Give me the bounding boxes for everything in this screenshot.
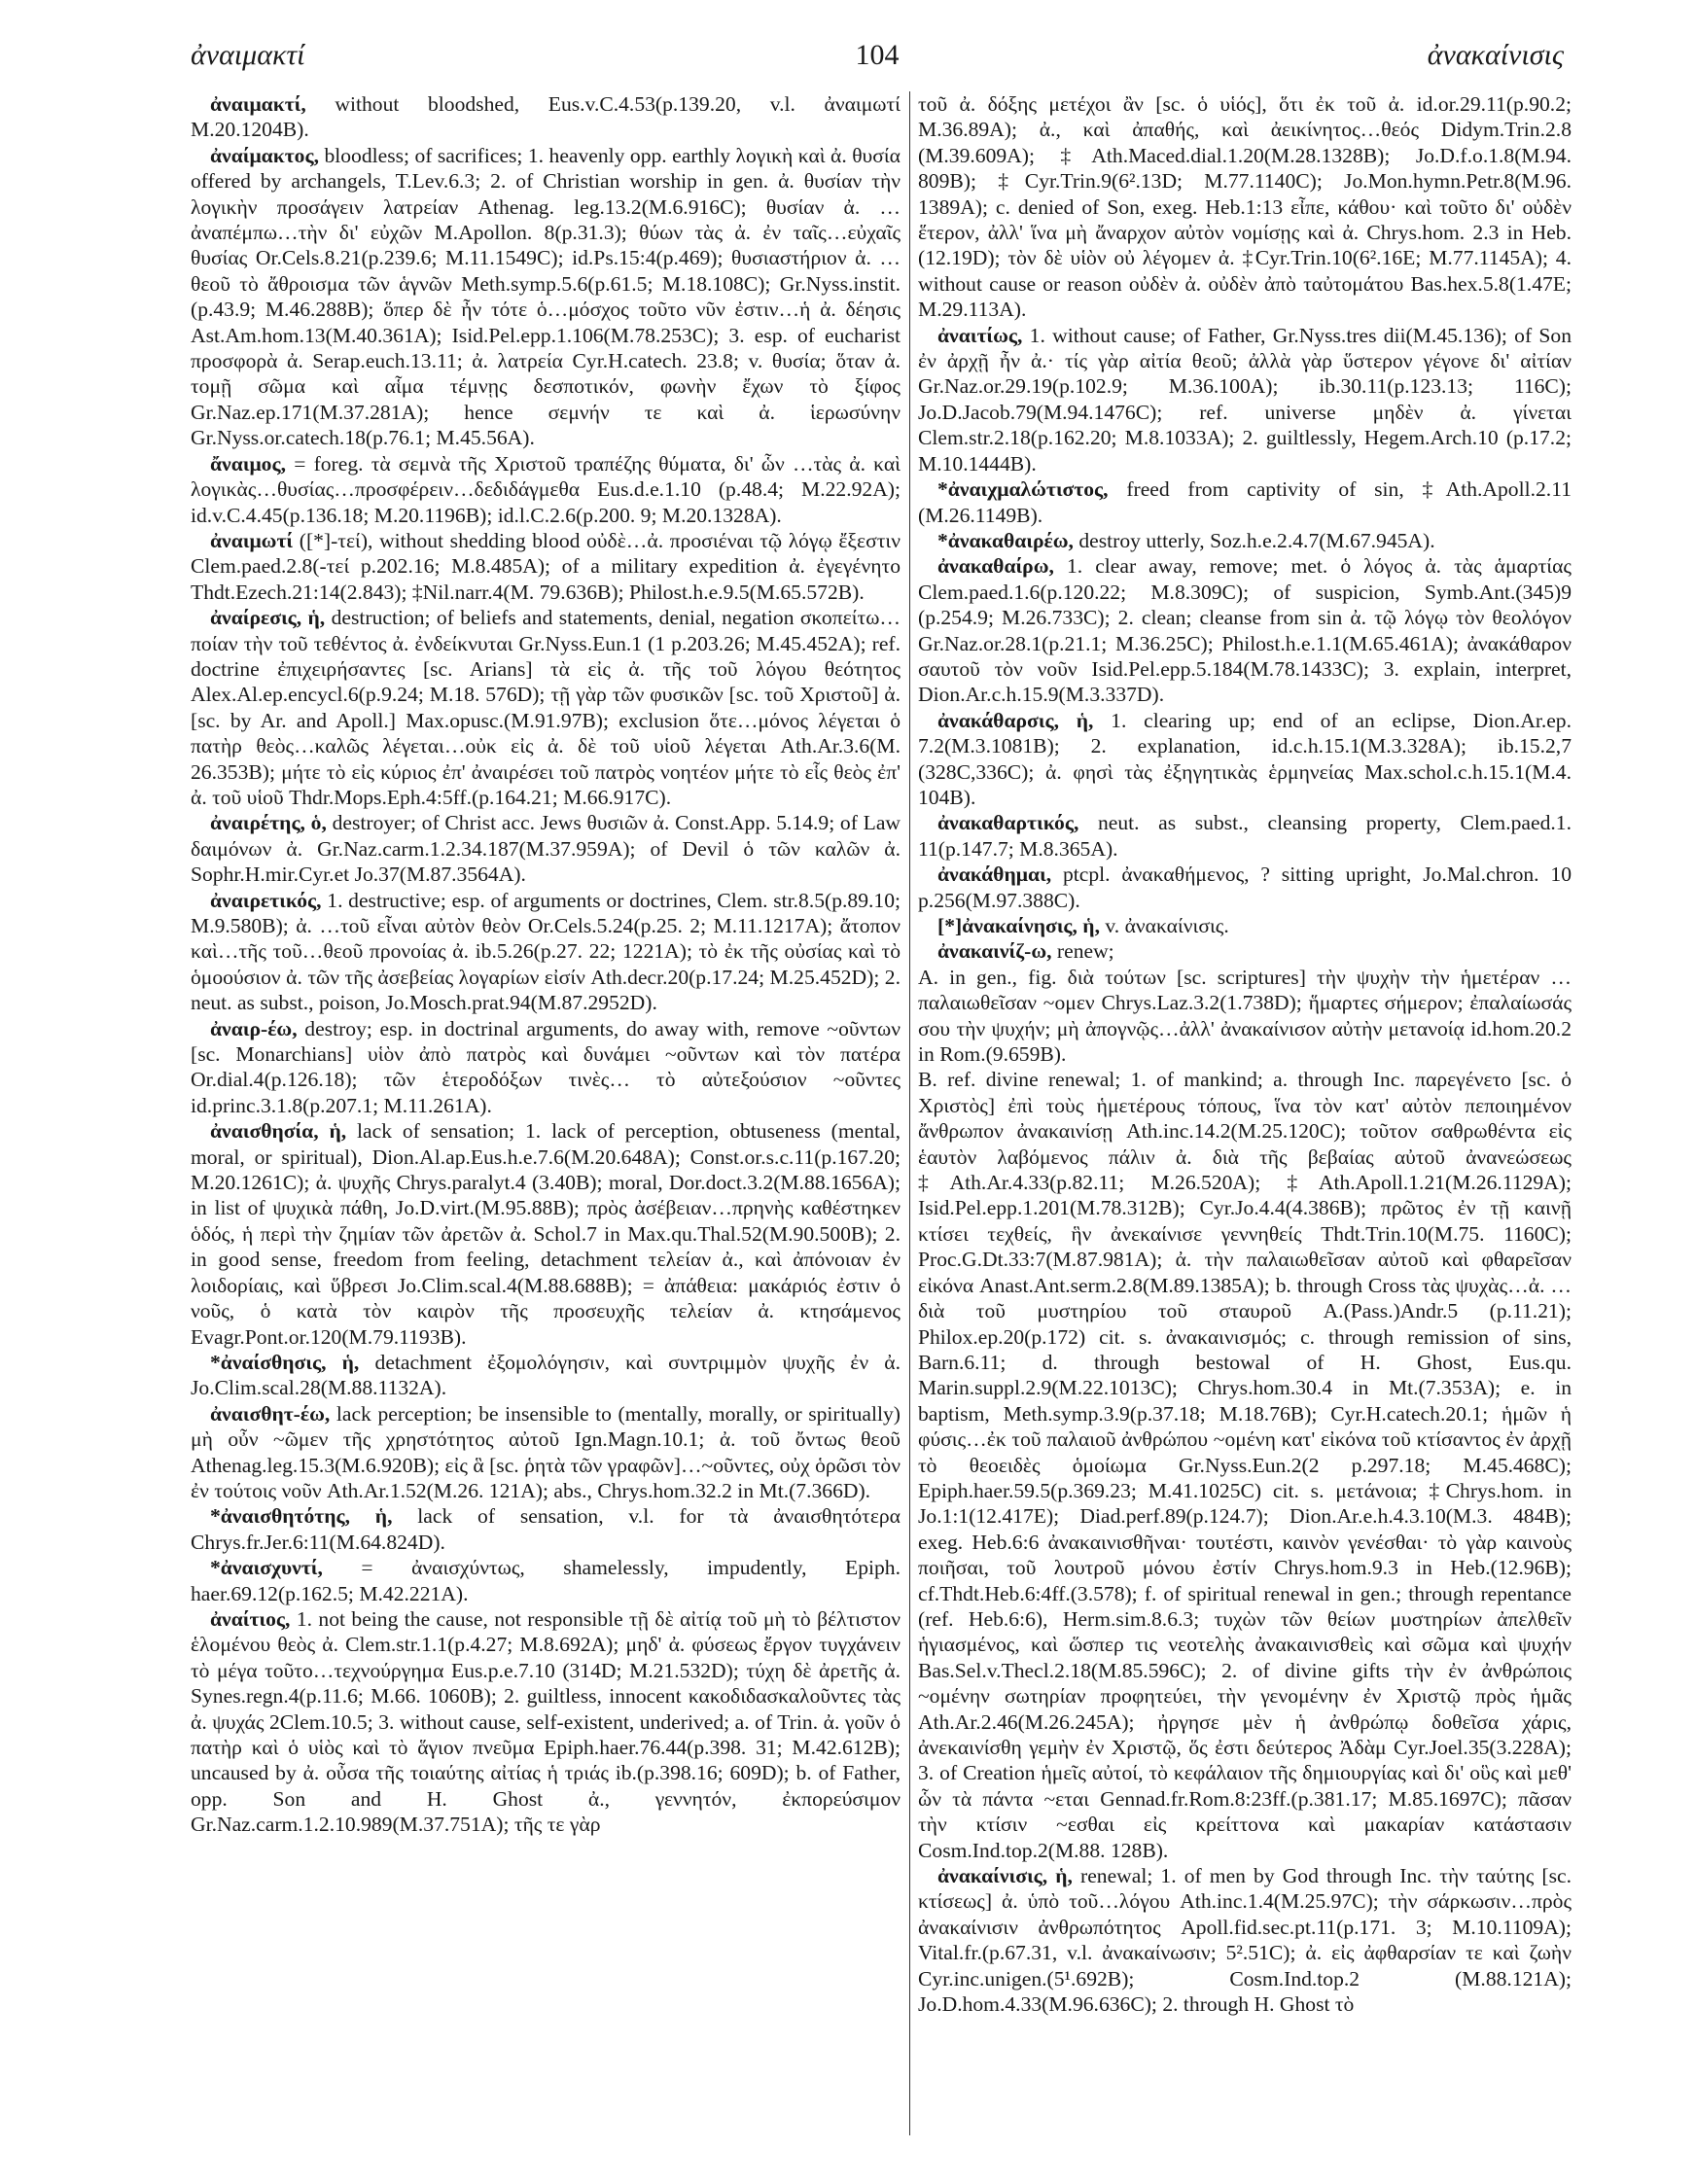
dictionary-entry — [918, 965, 1572, 1068]
entry-headword: *ἀναισθητότης, ἡ, — [210, 1504, 393, 1529]
entry-headword: ἀνακάθημαι, — [937, 863, 1052, 887]
entry-definition: ptcpl. ἀνακαθήμενος, ? sitting upright, Jo.Mal.chron. 10 p.256(M.97.388C). — [918, 863, 1572, 912]
page-number: 104 — [855, 39, 900, 71]
right-column — [918, 91, 1572, 2145]
dictionary-entry — [918, 708, 1572, 811]
dictionary-entry — [918, 913, 1572, 938]
entry-definition: v. ἀνακαίνισις. — [1105, 914, 1229, 937]
dictionary-entry — [191, 605, 901, 810]
entry-headword: ἀναισθητ-έω, — [210, 1401, 331, 1426]
entry-headword: ἀνακάθαρσις, ἡ, — [937, 708, 1094, 732]
entry-definition: 1. destructive; esp. of arguments or doctrines, Clem. str.8.5(p.89.10; M.9.580B); ἀ. …τοῦ εἶναι αὐτὸν θεὸν Or.Cels.5.24(p.25. 2; M.11.1217A); ἄτοπον καὶ…τῆς τοῦ…θεοῦ προνοίας ἀ. ib.5.26(p.27. 22; 1221A); τὸ ἐκ τῆς οὐσίας καὶ τὸ ὁμοούσιον ἀ. τῶν τῆς ἀσεβείας λογαρίων εἰσίν Ath.decr.20(p.17.24; M.25.452D); 2. neut. as subst., poison, Jo.Mosch.prat.94(M.87.2952D). — [191, 888, 901, 1015]
left-guide-word: ἀναιμακτί — [191, 39, 305, 71]
dictionary-entry — [191, 1503, 901, 1555]
dictionary-entry — [918, 528, 1572, 553]
entry-definition: destroy; esp. in doctrinal arguments, do away with, remove ~οῦντων [sc. Monarchians] υἱὸν ἀπὸ πατρὸς καὶ δυνάμει ~οῦντων καὶ τὸν πατέρα Or.dial.4(p.126.18); τῶν ἑτεροδόξων τινὲς… τὸ αὐτεξούσιον ~οῦντες id.princ.3.1.8(p.207.1; M.11.261A). — [191, 1016, 901, 1117]
column-rule — [909, 91, 910, 2135]
entry-definition: A. in gen., fig. διὰ τούτων [sc. scriptures] τὴν ψυχὴν τὴν ἡμετέραν …παλαιωθεῖσαν ~ομεν Chrys.Laz.3.2(1.738D); ἥμαρτες σήμερον; ἐπαλαίωσάς σου τὴν ψυχήν; μὴ ἀπογνῷς…ἀλλ' ἀνακαίνισον αὐτὴν μετανοίᾳ id.hom.20.2 in Rom.(9.659B). — [918, 965, 1572, 1067]
entry-headword: ἀναίτιος, — [210, 1606, 291, 1631]
entry-headword: ἀνακαινίζ-ω, — [937, 939, 1052, 964]
entry-headword: ἀναιτίως, — [937, 323, 1023, 347]
dictionary-entry — [918, 1863, 1572, 2017]
right-guide-word: ἀνακαίνισις — [1427, 39, 1564, 71]
dictionary-entry — [191, 1555, 901, 1606]
entry-definition: detachment ἐξομολόγησιν, καὶ συντριμμὸν ψυχῆς ἐν ἀ. Jo.Clim.scal.28(M.88.1132A). — [191, 1350, 901, 1400]
entry-definition: 1. without cause; of Father, Gr.Nyss.tres dii(M.45.136); of Son ἐν ἀρχῇ ἦν ἀ.· τίς γὰρ αἰτία θεοῦ; ἀλλὰ γὰρ ὕστερον γέγονε δι' αἰτίαν Gr.Naz.or.29.19(p.102.9; M.36.100A); ib.30.11(p.123.13; 116C); Jo.D.Jacob.79(M.94.1476C); ref. universe μηδὲν ἀ. γίνεται Clem.str.2.18(p.162.20; M.8.1033A); 2. guiltlessly, Hegem.Arch.10 (p.17.2; M.10.1444B). — [918, 323, 1572, 476]
dictionary-entry — [191, 1016, 901, 1119]
dictionary-entry — [918, 1067, 1572, 1863]
left-column — [191, 91, 901, 2145]
entry-headword: ἀναιρέτης, ὁ, — [210, 811, 327, 835]
dictionary-entry — [191, 1118, 901, 1350]
dictionary-entry — [191, 888, 901, 1016]
entry-definition: 1. not being the cause, not responsible τῇ δὲ αἰτίᾳ τοῦ μὴ τὸ βέλτιστον ἑλομένου θεὸς ἀ. Clem.str.1.1(p.4.27; M.8.692A); μηδ' ἀ. φύσεως ἔργον τυγχάνειν τὸ μέγα τοῦτο…τεχνούργημα Eus.p.e.7.10 (314D; M.21.532D); τύχη δὲ ἀρετῆς ἀ. Synes.regn.4(p.11.6; M.66. 1060B); 2. guiltless, innocent κακοδιδασκαλοῦντες τὰς ἀ. ψυχάς 2Clem.10.5; 3. without cause, self-existent, underived; a. of Trin. ἀ. γοῦν ὁ πατὴρ καὶ ὁ υἱὸς καὶ τὸ ἅγιον πνεῦμα Epiph.haer.76.44(p.398. 31; M.42.612B); uncaused by ἀ. οὖσα τῆς τοιαύτης αἰτίας ἡ τριάς ib.(p.398.16; 609D); b. of Father, opp. Son and H. Ghost ἀ., γεννητόν, ἐκπορεύσιμον Gr.Naz.carm.1.2.10.989(M.37.751A); τῆς τε γὰρ — [191, 1606, 901, 1837]
entry-definition: destroyer; of Christ acc. Jews θυσιῶν ἀ. Const.App. 5.14.9; of Law δαιμόνων ἀ. Gr.Naz.carm.1.2.34.187(M.37.959A); of Devil ὁ τῶν καλῶν ἀ. Sophr.H.mir.Cyr.et Jo.37(M.87.3564A). — [191, 811, 901, 887]
dictionary-entry — [918, 323, 1572, 476]
entry-definition: freed from captivity of sin, ‡Ath.Apoll.2.11 (M.26.1149B). — [918, 477, 1572, 527]
entry-headword: ἄναιμος, — [210, 451, 286, 476]
entry-headword: ἀνακαθαίρω, — [937, 554, 1054, 579]
entry-definition: renew; — [1056, 939, 1114, 964]
entry-definition: = foreg. τὰ σεμνὰ τῆς Χριστοῦ τραπέζης θύματα, δι' ὧν …τὰς ἀ. καὶ λογικὰς…θυσίας…προσφέρειν…δεδιδάγμεθα Eus.d.e.1.10 (p.48.4; M.22.92A); id.v.C.4.45(p.136.18; M.20.1196B); id.l.C.2.6(p.200. 9; M.20.1328A). — [191, 451, 901, 527]
dictionary-entry — [191, 810, 901, 887]
dictionary-entry — [918, 553, 1572, 707]
entry-headword: ἀνακαθαρτικός, — [937, 811, 1079, 835]
dictionary-entry — [191, 451, 901, 528]
entry-headword: ἀναιρετικός, — [210, 888, 322, 912]
entry-definition: neut. as subst., cleansing property, Clem.paed.1. 11(p.147.7; M.8.365A). — [918, 811, 1572, 861]
entry-headword: *ἀνακαθαιρέω, — [937, 528, 1074, 552]
entry-definition: without bloodshed, Eus.v.C.4.53(p.139.20, v.l. ἀναιμωτί M.20.1204B). — [191, 92, 901, 142]
entry-definition: renewal; 1. of men by God through Inc. τὴν ταύτης [sc. κτίσεως] ἀ. ὑπὸ τοῦ…λόγου Ath.inc.1.4(M.25.97C); τὴν σάρκωσιν…πρὸς ἀνακαίνισιν ἀνθρωπότητος Apoll.fid.sec.pt.11(p.171. 3; M.10.1109A); Vital.fr.(p.67.31, v.l. ἀνακαίνωσιν; 5².51C); ἀ. εἰς ἀφθαρσίαν τε καὶ ζωὴν Cyr.inc.unigen.(5¹.692B); Cosm.Ind.top.2 (M.88.121A); Jo.D.hom.4.33(M.96.636C); 2. through H. Ghost τὸ — [918, 1864, 1572, 2017]
dictionary-entry — [191, 143, 901, 451]
entry-definition: bloodless; of sacrifices; 1. heavenly opp. earthly λογικὴ καὶ ἀ. θυσία offered by archangels, T.Lev.6.3; 2. of Christian worship in gen. ἀ. θυσίαν τὴν λογικὴν προσάγειν λατρείαν Athenag. leg.13.2(M.6.916C); θυσίαν ἀ. … ἀναπέμπω…τὴν δι' εὐχῶν M.Apollon. 8(p.31.3); θύων τὰς ἀ. ἐν ταῖς…εὐχαῖς θυσίας Or.Cels.8.21(p.239.6; M.11.1549C); id.Ps.15:4(p.469); θυσιαστήριον ἀ. … θεοῦ τὸ ἄθροισμα τῶν ἁγνῶν Meth.symp.5.6(p.61.5; M.18.108C); Gr.Nyss.instit.(p.43.9; M.46.288B); ὅπερ δὲ ἦν τότε ὁ…μόσχος τοῦτο νῦν ἐστιν…ἡ ἀ. δέησις Ast.Am.hom.13(M.40.361A); Isid.Pel.epp.1.106(M.78.253C); 3. esp. of eucharist προσφορὰ ἀ. Serap.euch.13.11; ἀ. λατρεία Cyr.H.catech. 23.8; v. θυσία; ὅταν ἀ. τομῇ σῶμα καὶ αἷμα τέμνῃς δεσποτικόν, φωνὴν ἔχων τὸ ξίφος Gr.Naz.ep.171(M.37.281A); hence σεμνήν τε καὶ ἀ. ἱερωσύνην Gr.Nyss.or.catech.18(p.76.1; M.45.56A). — [191, 143, 901, 450]
dictionary-entry — [918, 862, 1572, 913]
entry-headword: ἀνακαίνισις, ἡ, — [937, 1864, 1073, 1888]
entry-headword: ἀναιμακτί, — [210, 92, 306, 116]
entry-definition: lack perception; be insensible to (mentally, morally, or spiritually) μὴ οὖν ~ῶμεν τῆς χρηστότητος αὐτοῦ Ign.Magn.10.1; ἀ. τοῦ ὄντως θεοῦ Athenag.leg.15.3(M.6.920B); εἰς ἃ [sc. ῥητὰ τῶν γραφῶν]…~οῦντες, οὐχ ὁρῶσι τὸν ἐν τούτοις νοῦν Ath.Ar.1.52(M.26. 121A); abs., Chrys.hom.32.2 in Mt.(7.366D). — [191, 1401, 901, 1502]
entry-definition: 1. clear away, remove; met. ὁ λόγος ἀ. τὰς ἁμαρτίας Clem.paed.1.6(p.120.22; M.8.309C); of suspicion, Symb.Ant.(345)9 (p.254.9; M.26.733C); 2. clean; cleanse from sin ἀ. τῷ λόγῳ τὸν θεολόγον Gr.Naz.or.28.1(p.21.1; M.36.25C); Philost.h.e.1.1(M.65.461A); ἀνακάθαρον σαυτοῦ τὸν νοῦν Isid.Pel.epp.5.184(M.78.1433C); 3. explain, interpret, Dion.Ar.c.h.15.9(M.3.337D). — [918, 554, 1572, 707]
entry-definition: B. ref. divine renewal; 1. of mankind; a. through Inc. παρεγένετο [sc. ὁ Χριστὸς] ἐπὶ τοὺς ἡμετέρους τόπους, ἵνα τὸν κατ' αὐτὸν πεποιημένον ἄνθρωπον ἀνακαινίσῃ Ath.inc.14.2(M.25.120C); τοῦτον σαθρωθέντα εἰς ἑαυτὸν λαβόμενος πάλιν ἀ. διὰ τῆς βεβαίας αὐτοῦ ἀνανεώσεως ‡Ath.Ar.4.33(p.82.11; M.26.520A); ‡Ath.Apoll.1.21(M.26.1129A); Isid.Pel.epp.1.201(M.78.312B); Cyr.Jo.4.4(4.386B); πρῶτος ἐν τῇ καινῇ κτίσει τεχθείς, ἣν ἀνεκαίνισε γεννηθείς Thdt.Trin.10(M.75. 1160C); Proc.G.Dt.33:7(M.87.981A); ἀ. τὴν παλαιωθεῖσαν αὐτοῦ καὶ φθαρεῖσαν εἰκόνα Anast.Ant.serm.2.8(M.89.1385A); b. through Cross τὰς ψυχὰς…ἀ. … διὰ τοῦ μυστηρίου τοῦ σταυροῦ A.(Pass.)Andr.5 (p.11.21); Philox.ep.20(p.172) cit. s. ἀνακαινισμός; c. through remission of sins, Barn.6.11; d. through bestowal of H. Ghost, Eus.qu. Marin.suppl.2.9(M.22.1013C); Chrys.hom.30.4 in Mt.(7.353A); e. in baptism, Meth.symp.3.9(p.37.18; M.18.76B); Cyr.H.catech.20.1; ἡμῶν ἡ φύσις…ἐκ τοῦ παλαιοῦ ἀνθρώπου ~ομένη κατ' εἰκόνα τοῦ κτίσαντος ἐν ἀρχῇ τὸ θεοειδὲς ὁμοίωμα Gr.Nyss.Eun.2(2 p.297.18; M.45.468C); Epiph.haer.59.5(p.369.23; M.41.1025C) cit. s. μετάνοια; ‡Chrys.hom. in Jo.1:1(12.417E); Diad.perf.89(p.124.7); Dion.Ar.e.h.4.3.10(M.3. 484B); exeg. Heb.6:6 ἀνακαινισθῆναι· τουτέστι, καινὸν γενέσθαι· τὸ γὰρ καινοὺς ποιῆσαι, τοῦ λουτροῦ μόνου ἐστίν Chrys.hom.9.3 in Heb.(12.96B); cf.Thdt.Heb.6:4ff.(3.578); f. of spiritual renewal in gen.; through repentance (ref. Heb.6:6), Herm.sim.8.6.3; τυχὼν τῶν θείων μυστηρίων ἀπελθεῖν ἡγιασμένος, καὶ ὥσπερ τις νεοτελὴς ἀνακαινισθεὶς καὶ σῶμα καὶ ψυχήν Bas.Sel.v.Thecl.2.18(M.85.596C); 2. of divine gifts τὴν ἐν ἀνθρώποις ~ομένην σωτηρίαν προφητεύει, τὴν γενομένην ἐν Χριστῷ πρὸς ἡμᾶς Ath.Ar.2.46(M.26.245A); ἠργησε μὲν ἡ ἀνθρώπῳ δοθεῖσα χάρις, ἀνεκαινίσθη γεμὴν ἐν Χριστῷ, ὅς ἐστι δεύτερος Ἀδὰμ Cyr.Joel.35(3.228A); 3. of Creation ἡμεῖς αὐτοί, τὸ κεφάλαιον τῆς δημιουργίας καὶ δι' οὓς καὶ μεθ' ὧν τὰ πάντα ~εται Gennad.fr.Rom.8:23ff.(p.381.17; M.85.1697C); πᾶσαν τὴν κτίσιν ~εσθαι εἰς κρείττονα καὶ μακαρίαν κατάστασιν Cosm.Ind.top.2(M.88. 128B). — [918, 1068, 1572, 1862]
entry-headword: ἀναισθησία, ἡ, — [210, 1119, 347, 1144]
entry-definition: destruction; of beliefs and statements, denial, negation σκοπείτω…ποίαν τὴν τοῦ τεθέντος ἀ. ἐνδείκνυται Gr.Nyss.Eun.1 (1 p.203.26; M.45.452A); ref. doctrine ἐπιχειρήσαντες [sc. Arians] τὰ εἰς ἀ. τῆς τοῦ λόγου θεότητος Alex.Al.ep.encycl.6(p.9.24; M.18. 576D); τῇ γὰρ τῶν φυσικῶν [sc. τοῦ Χριστοῦ] ἀ. [sc. by Ar. and Apoll.] Max.opusc.(M.91.97B); exclusion ὅτε…μόνος λέγεται ὁ πατὴρ θεὸς…καλῶς λέγεται…οὐκ εἰς ἀ. δὲ τοῦ υἱοῦ λέγεται Ath.Ar.3.6(M. 26.353B); μήτε τὸ εἰς κύριος ἐπ' ἀναιρέσει τοῦ πατρὸς νοητέον μήτε τὸ εἷς θεὸς ἐπ' ἀ. τοῦ υἱοῦ Thdr.Mops.Eph.4:5ff.(p.164.21; M.66.917C). — [191, 606, 901, 809]
dictionary-entry — [918, 476, 1572, 528]
entry-definition: lack of sensation, v.l. for τὰ ἀναισθητότερα Chrys.fr.Jer.6:11(M.64.824D). — [191, 1504, 901, 1554]
dictionary-entry — [918, 938, 1572, 964]
running-header — [191, 39, 1564, 84]
dictionary-entry — [191, 91, 901, 143]
dictionary-entry — [918, 810, 1572, 862]
entry-definition: destroy utterly, Soz.h.e.2.4.7(M.67.945A). — [1078, 528, 1435, 552]
entry-headword: ἀναιμωτί — [210, 528, 294, 552]
entry-headword: ἀναίμακτος, — [210, 143, 319, 167]
entry-headword: ἀναιρ-έω, — [210, 1016, 298, 1040]
entry-definition: = ἀναισχύντως, shamelessly, impudently, Epiph. haer.69.12(p.162.5; M.42.221A). — [191, 1556, 901, 1605]
entry-definition: ([*]-τεί), without shedding blood οὐδὲ…ἀ. προσιέναι τῷ λόγῳ ἔξεστιν Clem.paed.2.8(-τεί p.202.16; M.8.485A); of a military expedition ἀ. ἐγεγένητο Thdt.Ezech.21:14(2.843); ‡Nil.narr.4(M. 79.636B); Philost.h.e.9.5(M.65.572B). — [191, 528, 901, 604]
dictionary-entry — [191, 1401, 901, 1504]
dictionary-entry — [191, 1606, 901, 1838]
entry-headword: [*]ἀνακαίνησις, ἡ, — [937, 914, 1100, 937]
entry-headword: *ἀναίσθησις, ἡ, — [210, 1350, 360, 1374]
entry-definition: τοῦ ἀ. δόξης μετέχοι ἂν [sc. ὁ υἱός], ὅτι ἐκ τοῦ ἀ. id.or.29.11(p.90.2; M.36.89A); ἀ., καὶ ἀπαθής, καὶ ἀεικίνητος…θεός Didym.Trin.2.8 (M.39.609A); ‡Ath.Maced.dial.1.20(M.28.1328B); Jo.D.f.o.1.8(M.94. 809B); ‡Cyr.Trin.9(6².13D; M.77.1140C); Jo.Mon.hymn.Petr.8(M.96. 1389A); c. denied of Son, exeg. Heb.1:13 εἶπε, κάθου· καὶ τοῦτο δι' οὐδὲν ἕτερον, ἀλλ' ἵνα μὴ ἄναρχον αὐτὸν νομίσῃς καὶ ἀ. Chrys.hom. 2.3 in Heb.(12.19D); τὸν δὲ υἱὸν οὐ λέγομεν ἀ. ‡Cyr.Trin.10(6².16E; M.77.1145A); 4. without cause or reason οὐδὲν ἀ. οὐδὲν ἀπὸ ταὐτομάτου Bas.hex.5.8(1.47E; M.29.113A). — [918, 92, 1572, 322]
entry-definition: 1. clearing up; end of an eclipse, Dion.Ar.ep. 7.2(M.3.1081B); 2. explanation, id.c.h.15.1(M.3.328A); ib.15.2,7 (328C,336C); ἀ. φησὶ τὰς ἐξηγητικὰς ἑρμηνείας Max.schol.c.h.15.1(M.4. 104B). — [918, 708, 1572, 809]
dictionary-entry — [918, 91, 1572, 323]
entry-headword: *ἀναισχυντί, — [210, 1556, 323, 1580]
entry-definition: lack of sensation; 1. lack of perception, obtuseness (mental, moral, or spiritual), Dion.Al.ap.Eus.h.e.7.6(M.20.648A); Const.or.s.c.11(p.167.20; M.20.1261C); ἀ. ψυχῆς Chrys.paralyt.4 (3.40B); moral, Dor.doct.3.2(M.88.1656A); in list of ψυχικὰ πάθη, Jo.D.virt.(M.95.88B); πρὸς ἀσέβειαν…πρηνὴς καθέστηκεν ὁδός, ἡ περὶ τὴν ζημίαν τῶν ἀρετῶν ἀ. Schol.7 in Max.qu.Thal.52(M.90.500B); 2. in good sense, freedom from feeling, detachment τελείαν ἀ., καὶ ἀπόνοιαν ἐν λοιδορίαις, καὶ ὕβρεσι Jo.Clim.scal.4(M.88.688B); = ἀπάθεια: μακάριός ἐστιν ὁ νοῦς, ὁ κατὰ τὸν καιρὸν τῆς προσευχῆς τελείαν ἀ. κτησάμενος Evagr.Pont.or.120(M.79.1193B). — [191, 1119, 901, 1349]
dictionary-entry — [191, 1350, 901, 1401]
dictionary-entry — [191, 528, 901, 605]
entry-headword: ἀναίρεσις, ἡ, — [210, 606, 326, 630]
entry-headword: *ἀναιχμαλώτιστος, — [937, 477, 1109, 502]
